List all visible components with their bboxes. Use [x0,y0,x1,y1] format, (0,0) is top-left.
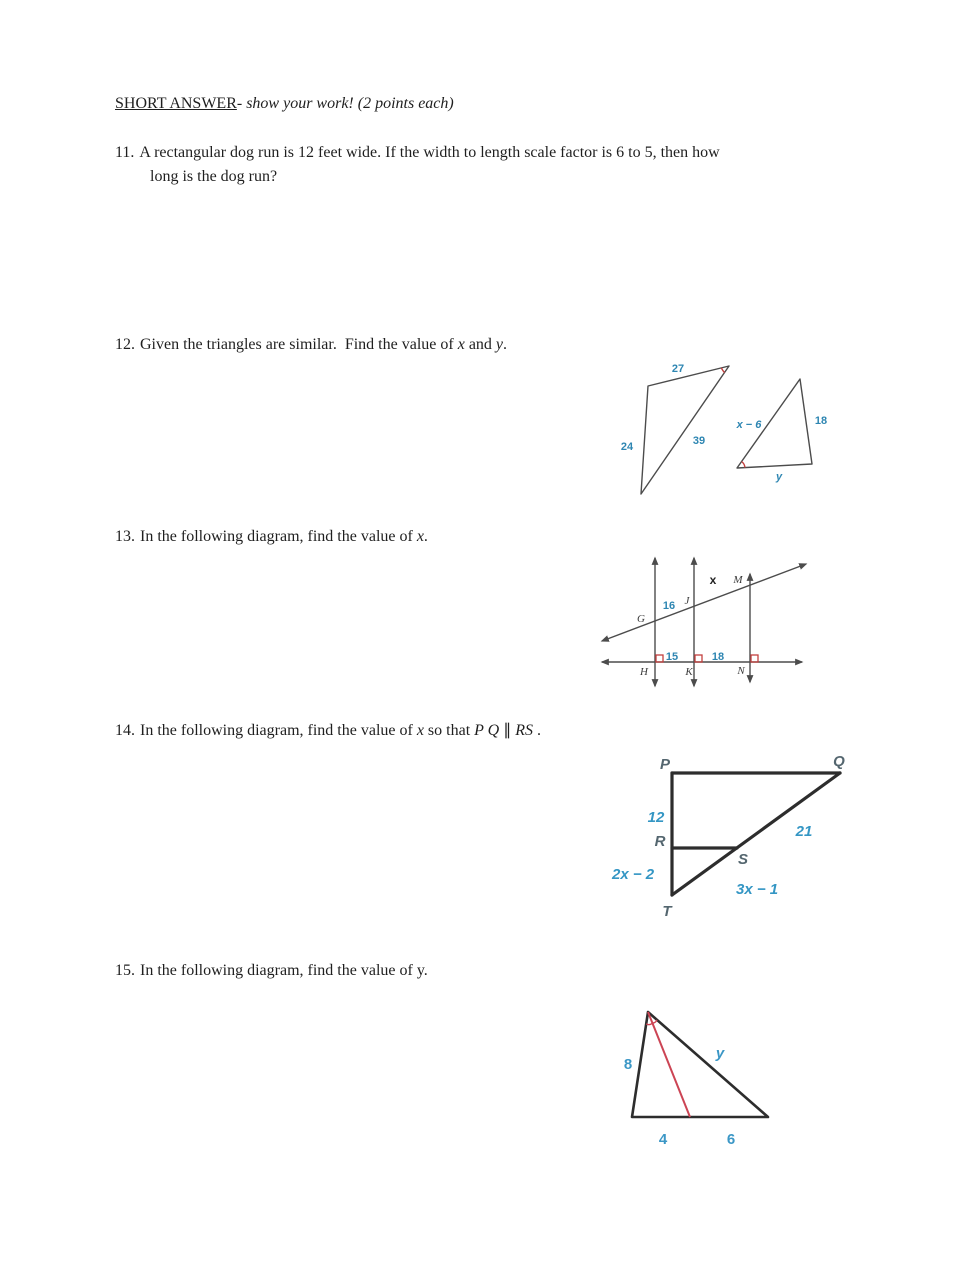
q12-text2: and [464,336,496,353]
q14-var-x: x [416,722,424,739]
triangle [632,1012,768,1117]
header-note: show your work! (2 points each) [246,95,454,112]
large-triangle [641,366,729,494]
q12-number: 12. [115,336,135,353]
q15-number: 15. [115,962,135,979]
angle-mark-large-triangle [721,368,724,373]
point-label-Q: Q [833,753,845,770]
label-segment-21: 21 [795,823,813,840]
q11-text-line2: long is the dog run? [150,168,278,185]
question-13 [115,528,428,546]
point-label-N: N [737,665,745,677]
point-label-S: S [737,851,749,868]
point-label-G: G [637,613,645,625]
label-base-6: 6 [726,1131,736,1148]
q13-text2: . [423,528,428,545]
q11-text-line1: A rectangular dog run is 12 feet wide. If the width to length scale factor is 6 to 5, then how [139,144,720,161]
label-side-24: 24 [620,441,634,453]
label-segment-16: 16 [662,600,676,612]
question-11-line2 [150,168,277,186]
angle-arc-right [653,1020,658,1023]
label-segment-2x-minus-2: 2x − 2 [612,866,655,883]
point-label-T: T [662,903,672,920]
q12-text3: . [503,336,508,353]
question-12 [115,336,507,354]
q13-number: 13. [115,528,135,545]
point-label-R: R [654,833,666,850]
label-segment-3x-minus-1: 3x − 1 [736,881,779,898]
q12-text1: Given the triangles are similar. Find the value of [140,336,458,353]
q13-text1: In the following diagram, find the value of [140,528,417,545]
angle-bisector-cevian [648,1012,690,1117]
angle-mark-small-triangle [742,462,745,468]
q14-segment-PQ: P Q [474,722,500,739]
q14-text3: . [532,722,541,739]
header [115,95,454,113]
q14-segment-RS: RS [515,722,533,739]
label-side-y: y [715,1045,725,1062]
label-side-39: 39 [692,435,706,447]
point-label-P: P [659,756,671,773]
question-11 [115,144,720,162]
q14-parallel-symbol: ∥ [499,722,516,739]
q15-text2: . [423,962,428,979]
header-dash: - [236,95,247,112]
transversal-line-GJM [602,564,806,641]
q14-number: 14. [115,722,135,739]
header-title: SHORT ANSWER [115,95,237,112]
diagram-q15-angle-bisector-triangle [612,998,797,1150]
question-15 [115,962,428,980]
label-side-x-minus-6: x − 6 [736,419,762,431]
diagram-q12-similar-triangles [598,352,838,504]
right-angle-mark-H [656,655,663,662]
label-side-27: 27 [671,363,685,375]
q15-text1: In the following diagram, find the value of [140,962,417,979]
q12-var-y: y [495,336,504,353]
right-angle-mark-K [695,655,702,662]
point-label-H: H [640,666,648,678]
q11-number: 11. [115,144,135,161]
diagram-q13-parallel-lines [592,548,820,700]
label-segment-x: x [709,573,717,587]
label-base-4: 4 [658,1131,668,1148]
q12-var-x: x [457,336,465,353]
q14-text1: In the following diagram, find the value of [140,722,417,739]
right-angle-mark-N [751,655,758,662]
label-side-y: y [775,471,783,483]
point-label-K: K [685,666,693,678]
label-segment-15: 15 [665,651,679,663]
label-segment-12: 12 [647,809,665,826]
q15-var-y: y [416,962,424,979]
q14-text2: so that [423,722,475,739]
label-segment-18: 18 [711,651,725,663]
diagram-q14-triangle-PQT [575,742,865,922]
q13-var-x: x [416,528,424,545]
question-14 [115,720,541,740]
point-label-J: J [684,595,690,607]
label-side-18: 18 [814,415,828,427]
label-side-8: 8 [623,1056,633,1073]
point-label-M: M [733,574,743,586]
segment-QT [672,773,840,895]
